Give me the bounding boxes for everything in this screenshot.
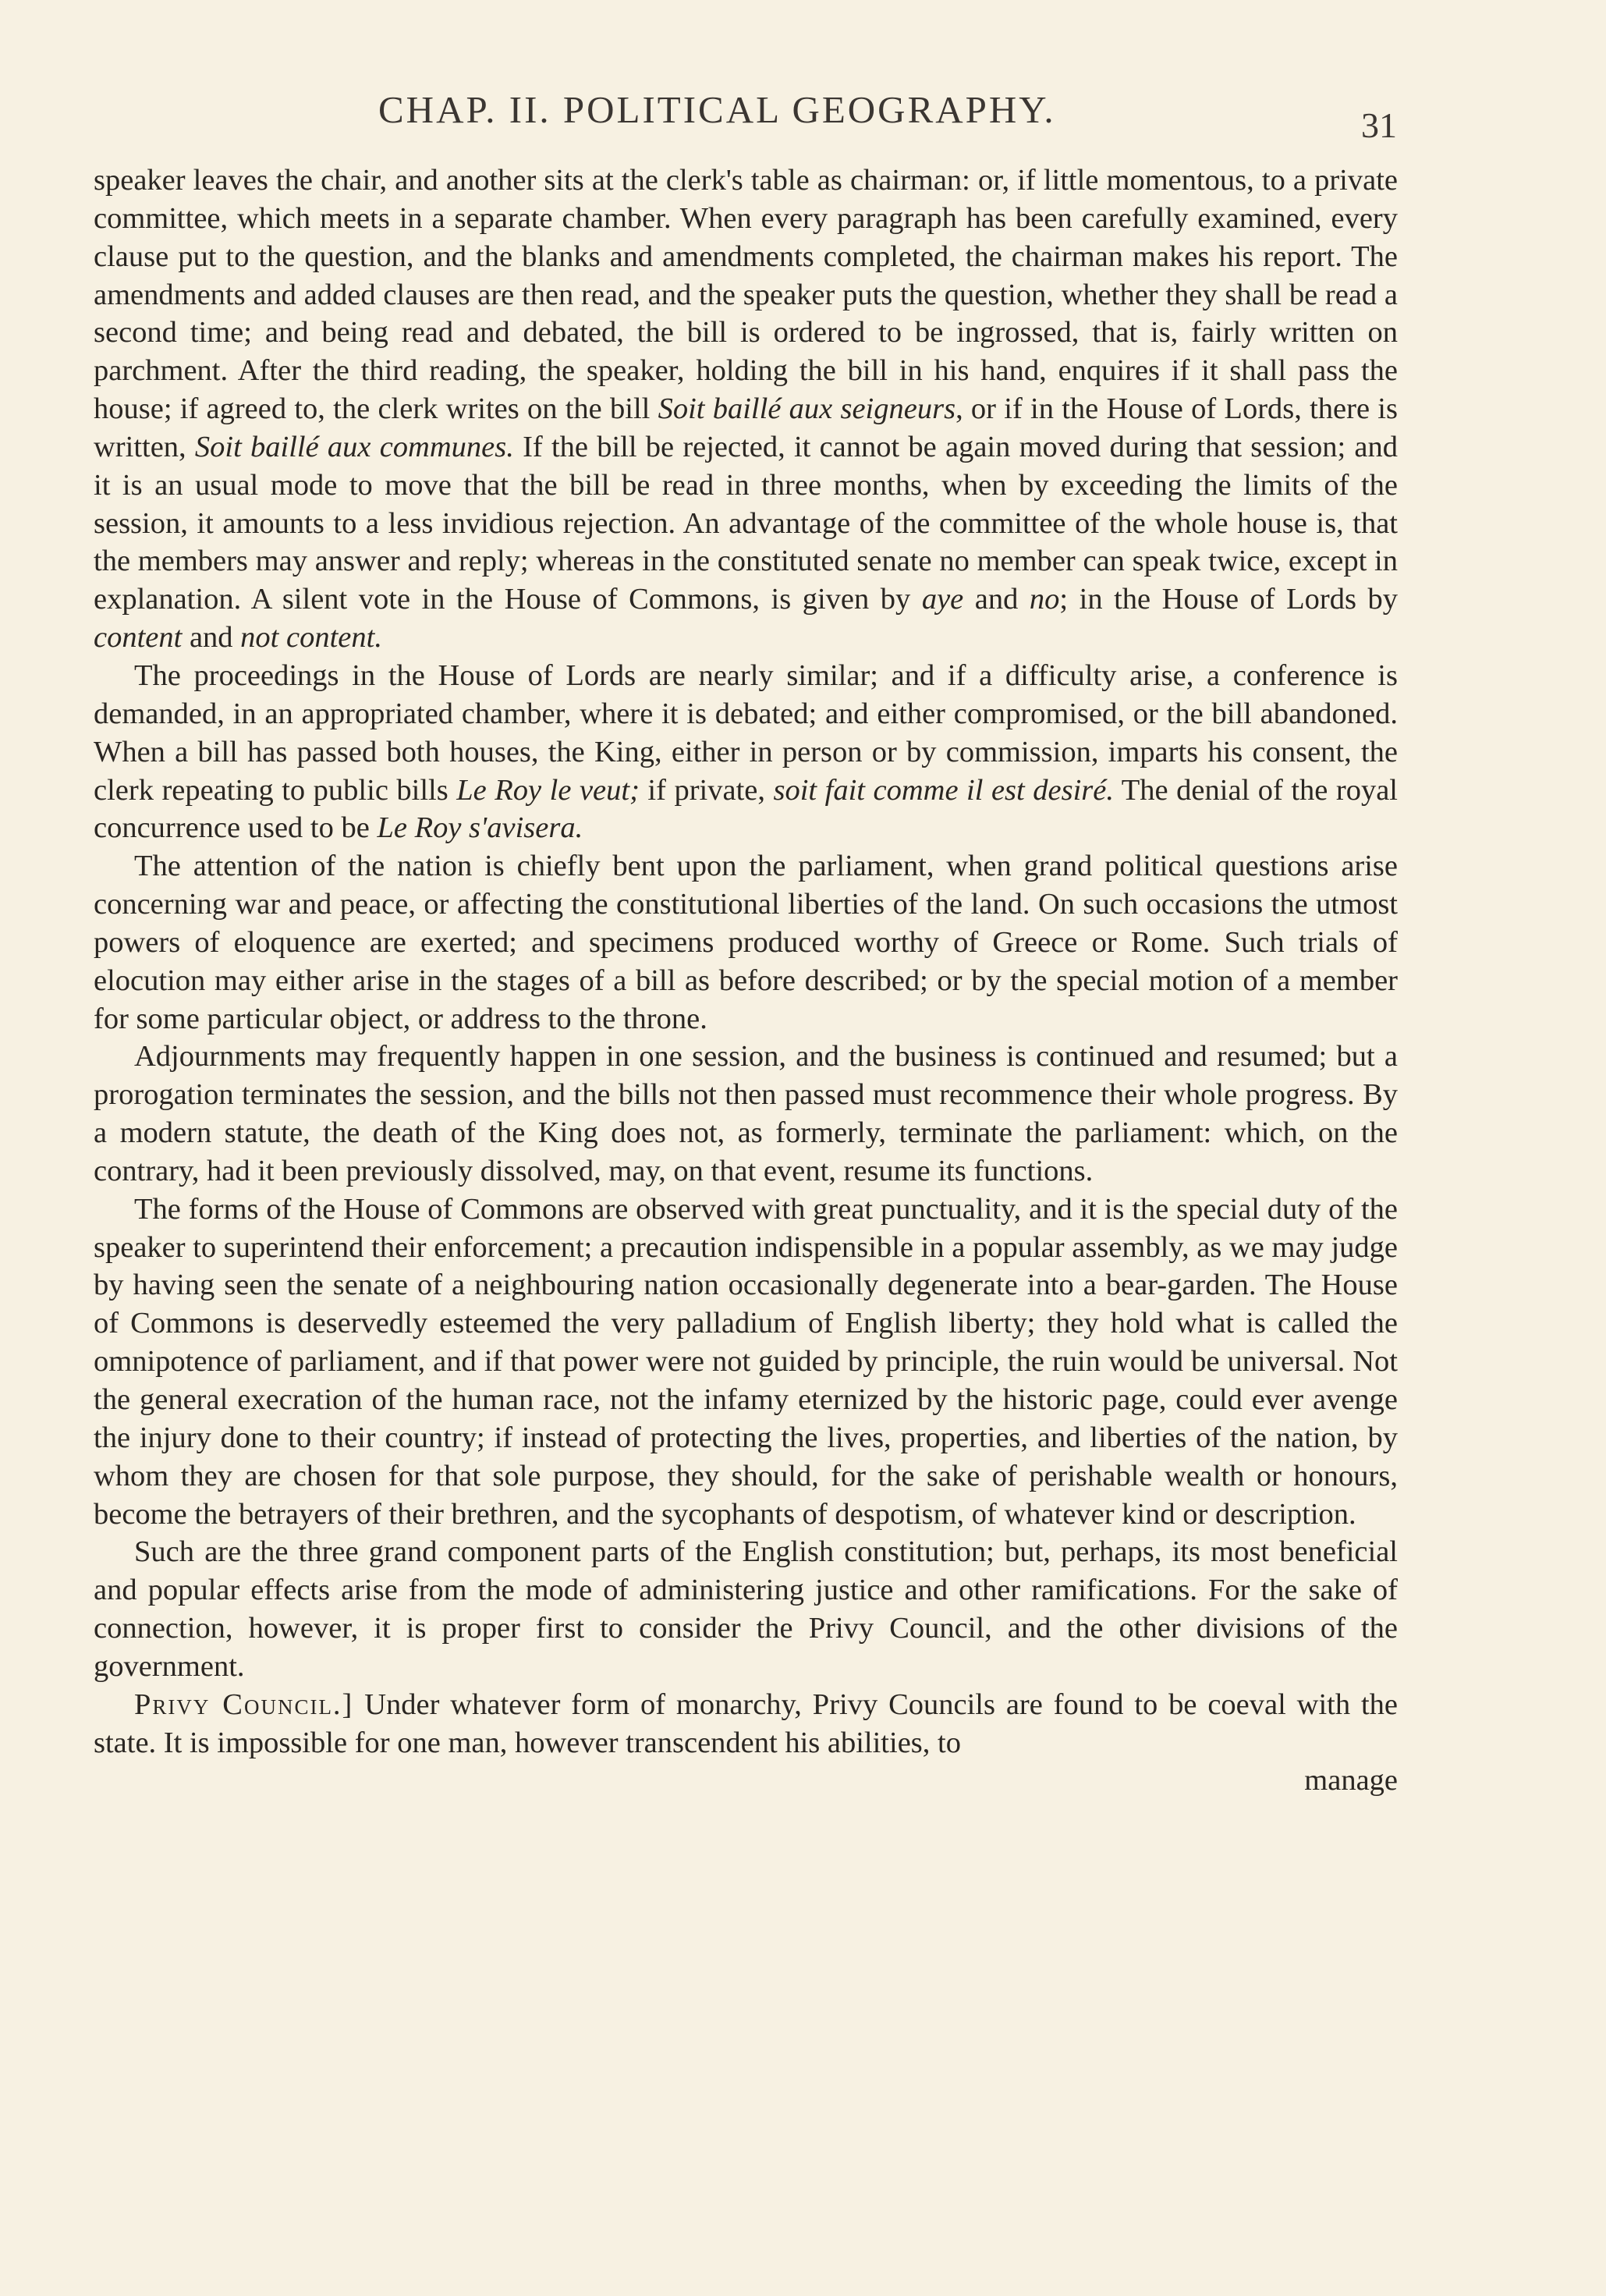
italic-phrase: soit fait comme il est desiré. (773, 773, 1114, 807)
paragraph-attention-of-nation: The attention of the nation is chiefly bent upon the parliament, when grand political questions arise concerning war and peace, or affecting the constitutional liberties of the land. On such occasions the utmost powers of eloquence are exerted; and specimens produced worthy of Greece or Rome. Such trials of elocution may either arise in the stages of a bill as before described; or by the special motion of a member for some particular object, or address to the throne. (94, 850, 1398, 1035)
italic-phrase: Le Roy s'avisera. (377, 811, 583, 845)
body-text (94, 161, 1398, 1800)
paragraph-text: If the bill be rejected, it cannot be again moved during that session; and it is an usual mode to move that the bill be read in three months, when by exceeding the limits of the session, it amounts to a less invidious rejection. An advantage of the committee of the whole house is, that the members may answer and reply; whereas in the constituted senate no member can speak twice, except in explanation. A silent vote in the House of Commons, is given by (94, 430, 1398, 616)
page-number: 31 (1361, 105, 1397, 145)
paragraph-forms-of-commons: The forms of the House of Commons are observed with great punctuality, and it is the special duty of the speaker to superintend their enforcement; a precaution indispensible in a popular assembly, as we may judge by having seen the senate of a neighbouring nation occasionally degenerate into a bear-garden. The House of Commons is deservedly esteemed the very palladium of English liberty; they hold what is called the omnipotence of parliament, and if that power were not guided by principle, the ruin would be universal. Not the general execration of the human race, not the infamy eternized by the historic page, could ever avenge the injury done to their country; if instead of protecting the lives, properties, and liberties of the nation, by whom they are chosen for that sole purpose, they should, for the sake of perishable wealth or honours, become the betrayers of their brethren, and the sycophants of despotism, of whatever kind or description. (94, 1192, 1398, 1531)
paragraph-text: and (963, 583, 1030, 616)
paragraph-text: and (182, 621, 241, 655)
section-heading-privy-council: Privy Council.] (134, 1687, 354, 1721)
paragraph-text: speaker leaves the chair, and another sits at the clerk's table as chairman: or, if little momentous, to a private committee, which meets in a separate chamber. When every paragraph has been carefully examined, every clause put to the question, and the blanks and amendments completed, the chairman makes his report. The amendments and added clauses are then read, and the speaker puts the question, whether they shall be read a second time; and being read and debated, the bill is ordered to be ingrossed, that is, fairly written on parchment. After the third reading, the speaker, holding the bill in his hand, enquires if it shall pass the house; if agreed to, the clerk writes on the bill (94, 164, 1398, 426)
italic-phrase: Le Roy le veut; (456, 773, 640, 807)
italic-phrase: Soit baillé aux seigneurs (658, 392, 956, 426)
paragraph-text: The denial of the royal concurrence used to be (94, 773, 1398, 845)
paragraph-committee-procedure (94, 161, 1398, 657)
catchword: manage (1304, 1764, 1398, 1797)
paragraph-text: Under whatever form of monarchy, Privy Councils are found to be coeval with the state. It is impossible for one man, however transcendent his abilities, to (94, 1687, 1398, 1759)
italic-phrase: Soit baillé aux communes. (194, 430, 514, 463)
italic-phrase: not content. (240, 621, 382, 655)
paragraph-text: ; in the House of Lords by (1059, 583, 1398, 616)
running-title: CHAP. II. POLITICAL GEOGRAPHY. (378, 88, 1056, 131)
italic-phrase: aye (921, 583, 964, 616)
paragraph-privy-council (94, 1686, 1398, 1762)
paragraph-component-parts: Such are the three grand component parts of the English constitution; but, perhaps, its most beneficial and popular effects arise from the mode of administering justice and other ramifications. For the sake of connection, however, it is proper first to consider the Privy Council, and the other divisions of the government. (94, 1535, 1398, 1683)
paragraph-text: if private, (639, 773, 774, 807)
italic-phrase: no (1029, 583, 1060, 616)
paragraph-lords-proceedings (94, 657, 1398, 847)
italic-phrase: content (94, 621, 183, 655)
running-header (0, 87, 1606, 145)
paragraph-text: The proceedings in the House of Lords are nearly similar; and if a difficulty arise, a conference is demanded, in an appropriated chamber, where it is debated; and either compromised, or the bill abandoned. When a bill has passed both houses, the King, either in person or by commission, imparts his consent, the clerk repeating to public bills (94, 658, 1398, 807)
paragraph-text: , or if in the House of Lords, there is written, (94, 392, 1398, 463)
paragraph-adjournments: Adjournments may frequently happen in one session, and the business is continued and resumed; but a prorogation terminates the session, and the bills not then passed must recommence their whole progress. By a modern statute, the death of the King does not, as formerly, terminate the parliament: which, on the contrary, had it been previously dissolved, may, on that event, resume its functions. (94, 1040, 1398, 1187)
